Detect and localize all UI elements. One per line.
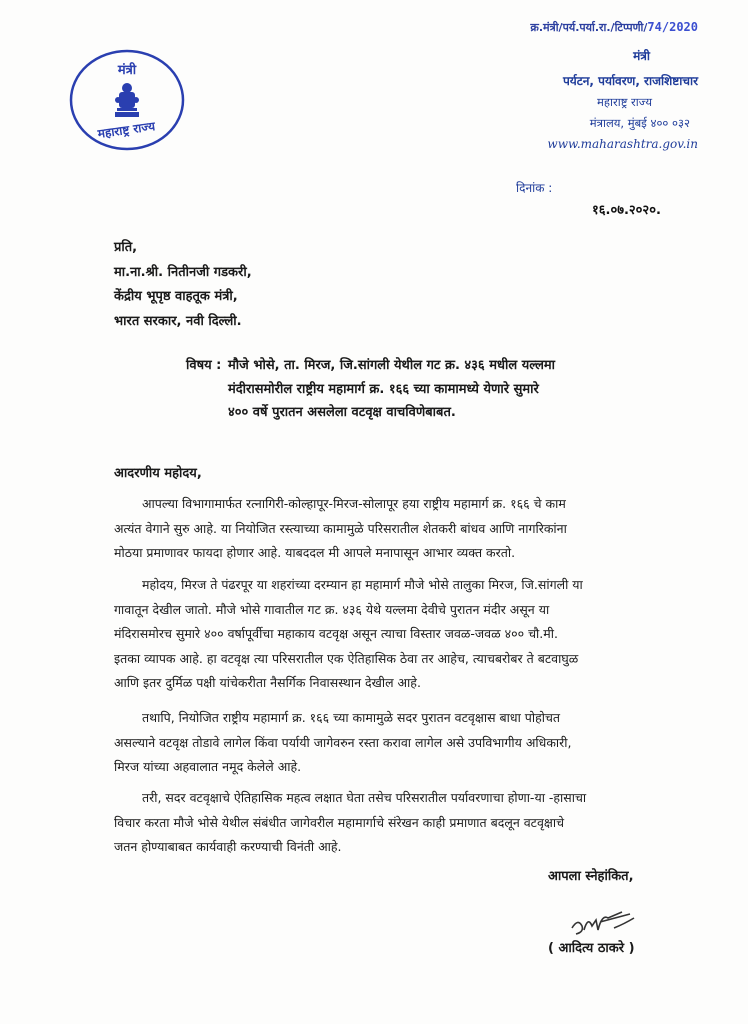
paragraph-line: आपल्या विभागामार्फत रत्नागिरी-कोल्हापूर-मिरज-सोलापूर हया राष्ट्रीय महामार्ग क्र. १६६ चे काम — [142, 496, 566, 511]
letterhead-state: महाराष्ट्र राज्य — [597, 95, 652, 109]
letterhead-website: www.maharashtra.gov.in — [547, 137, 698, 151]
subject-line-3: ४०० वर्षे पुरातन असलेला वटवृक्ष वाचविणेबाबत. — [228, 405, 456, 420]
paragraph-line: तरी, सदर वटवृक्षाचे ऐतिहासिक महत्व लक्षात घेता तसेच परिसरातील पर्यावरणाचा होणा-या -हासाचा — [142, 790, 587, 805]
reference-prefix: क्र.मंत्री/पर्य.पर्या.रा./टिप्पणी/ — [530, 21, 648, 34]
paragraph-4 — [114, 786, 698, 860]
closing: आपला स्नेहांकित, — [548, 869, 634, 884]
subject-label: विषय : — [186, 358, 222, 373]
paragraph-line: असल्याने वटवृक्ष तोडावे लागेल किंवा पर्यायी जागेवरुन रस्ता करावा लागेल असे उपविभागीय अधिकारी, — [114, 734, 572, 750]
recipient-block — [114, 236, 252, 334]
letterhead-departments: पर्यटन, पर्यावरण, राजशिष्टाचार — [562, 74, 698, 88]
recipient-line-4: भारत सरकार, नवी दिल्ली. — [114, 313, 242, 329]
subject-block — [186, 354, 686, 425]
paragraph-line: आणि इतर दुर्मिळ पक्षी यांचेकरीता नैसर्गिक निवासस्थान देखील आहे. — [114, 675, 421, 690]
paragraph-line: मिरज यांच्या अहवालात नमूद केलेले आहे. — [114, 759, 302, 774]
recipient-line-3: केंद्रीय भूपृष्ठ वाहतूक मंत्री, — [114, 289, 238, 304]
subject-line-1: मौजे भोसे, ता. मिरज, जि.सांगली येथील गट क्र. ४३६ मधील यल्लमा — [228, 358, 556, 373]
recipient-line-1: प्रति, — [114, 240, 138, 255]
letterhead — [418, 20, 698, 151]
reference-number: 74/2020 — [647, 20, 698, 34]
svg-text:मंत्री: मंत्री — [117, 63, 137, 78]
recipient-line-2: मा.ना.श्री. नितीनजी गडकरी, — [114, 264, 252, 280]
subject-line-2: मंदीरासमोरील राष्ट्रीय महामार्ग क्र. १६६ च्या कामामध्ये येणारे सुमारे — [228, 381, 539, 397]
letterhead-address: मंत्रालय, मुंबई ४०० ०३२ — [589, 116, 690, 130]
handwritten-signature — [566, 908, 656, 940]
signatory-name: ( आदित्य ठाकरे ) — [548, 941, 635, 956]
paragraph-line: अत्यंत वेगाने सुरु आहे. या नियोजित रस्त्याच्या कामामुळे परिसरातील शेतकरी बांधव आणि नागरिकांना — [114, 520, 567, 536]
letterhead-title: मंत्री — [633, 49, 650, 63]
paragraph-line: गावातून देखील जातो. मौजे भोसे गावातील गट क्र. ४३६ येथे यल्लमा देवीचे पुरातन मंदीर असून या — [114, 601, 550, 617]
paragraph-line: मोठया प्रमाणावर फायदा होणार आहे. याबददल मी आपले मनापासून आभार व्यक्त करतो. — [114, 545, 516, 560]
paragraph-line: इतका व्यापक आहे. हा वटवृक्ष त्या परिसरातील एक ऐतिहासिक ठेवा तर आहेच, त्याचबरोबर ते बटवाघुळ — [114, 650, 579, 666]
date-value: १६.०७.२०२०. — [592, 203, 661, 218]
paragraph-line: जतन होण्याबाबत कार्यवाही करण्याची विनंती आहे. — [114, 839, 342, 854]
salutation: आदरणीय महोदय, — [114, 466, 202, 481]
svg-text:महाराष्ट्र राज्य: महाराष्ट्र राज्य — [96, 119, 156, 141]
paragraph-line: मंदिरासमोरच सुमारे ४०० वर्षापूर्वीचा महाकाय वटवृक्ष असून त्याचा विस्तार जवळ-जवळ ४०० चौ.मी. — [114, 626, 558, 641]
reference-line — [418, 20, 698, 35]
government-seal-icon — [68, 48, 186, 152]
paragraph-1 — [114, 492, 698, 566]
paragraph-2 — [114, 573, 698, 696]
paragraph-line: विचार करता मौजे भोसे येथील संबंधीत जागेवरील महामार्गाचे संरेखन काही प्रमाणात बदलून वटवृक्षाचे — [114, 814, 565, 830]
paragraph-3 — [114, 706, 698, 780]
paragraph-line: तथापि, नियोजित राष्ट्रीय महामार्ग क्र. १६६ च्या कामामुळे सदर पुरातन वटवृक्षास बाधा पोहोचत — [142, 710, 561, 725]
paragraph-line: महोदय, मिरज ते पंढरपूर या शहरांच्या दरम्यान हा महामार्ग मौजे भोसे तालुका मिरज, जि.सांगली या — [142, 577, 583, 592]
date-label: दिनांक : — [516, 181, 553, 195]
